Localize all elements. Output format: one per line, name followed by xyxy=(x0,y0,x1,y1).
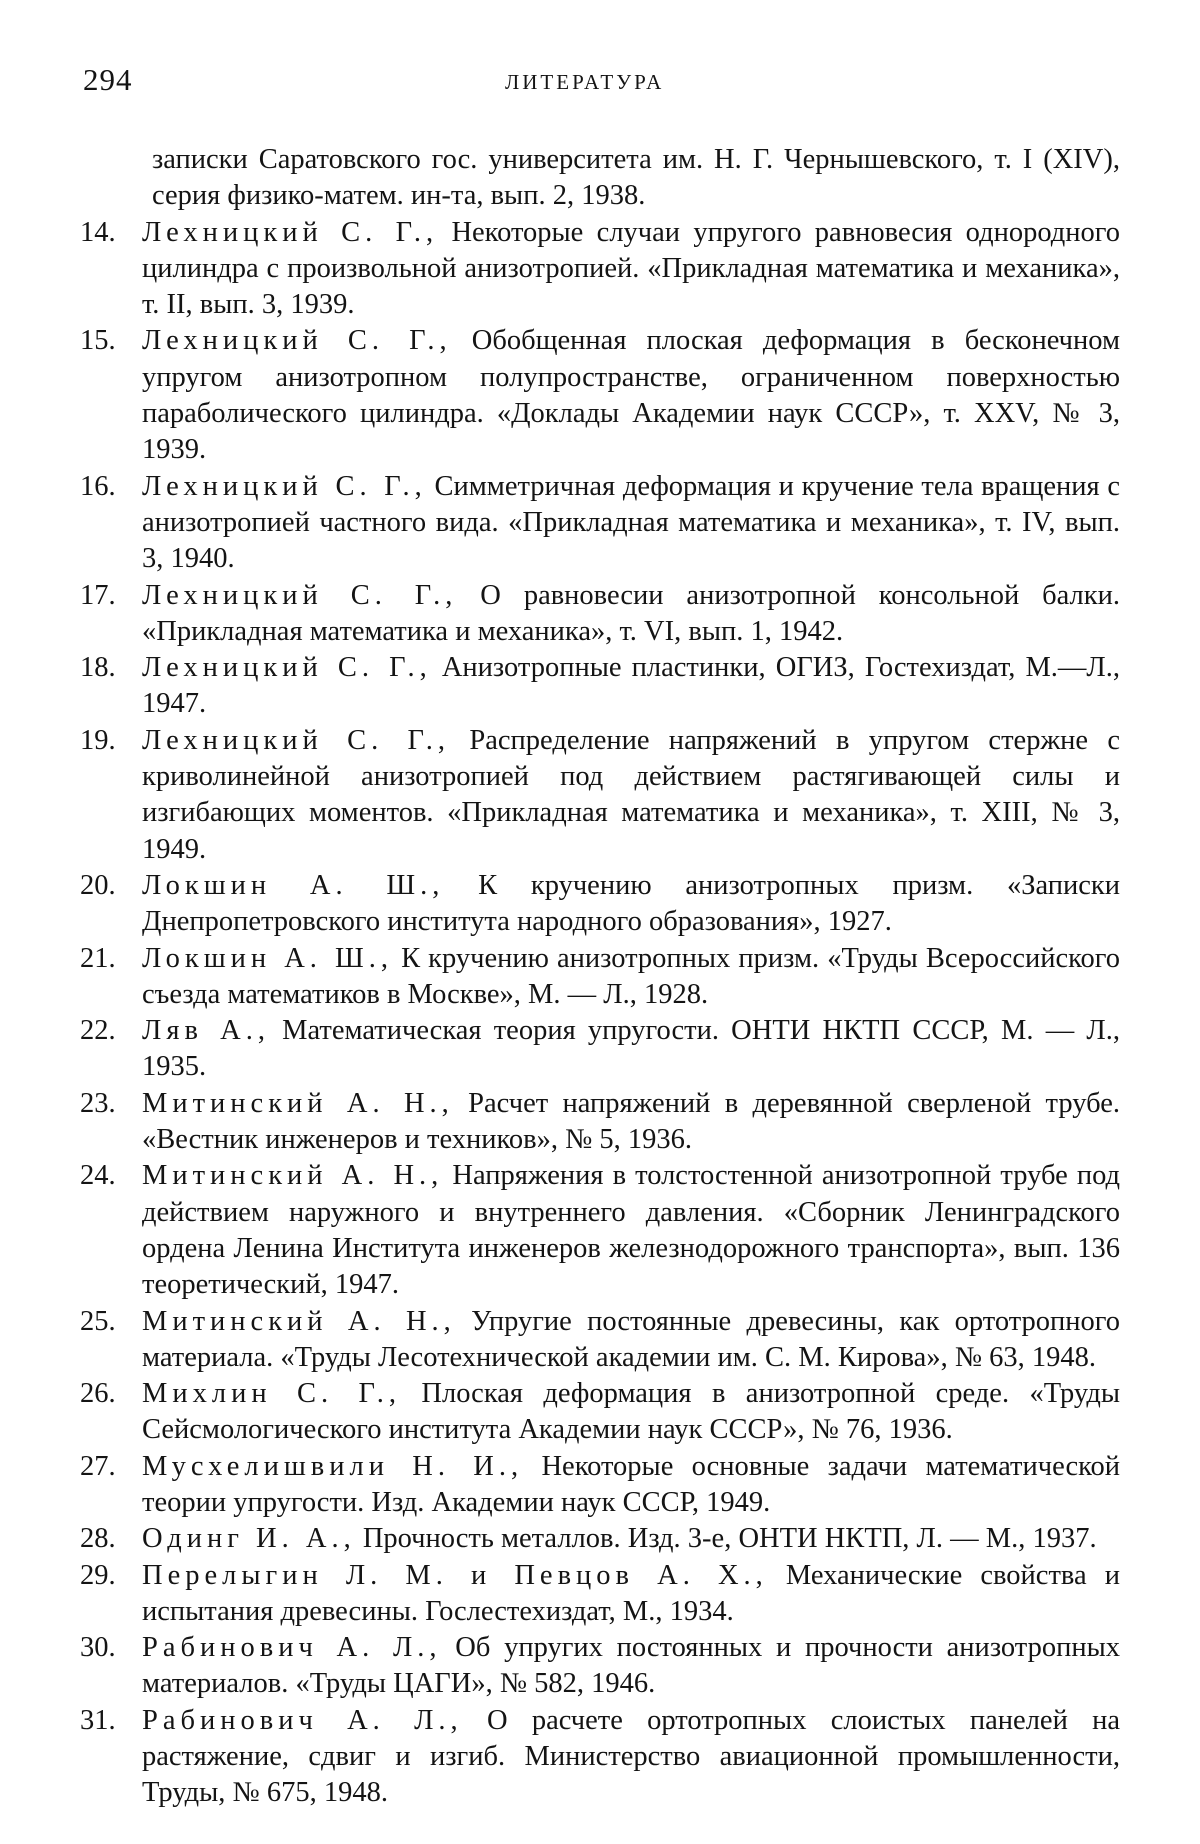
reference-text: Симметричная деформация и кручение тела вращения с анизотропией частного вида. «Прикладная математика и механика», т. IV, вып. 3, 1940. xyxy=(142,470,1120,575)
reference-entry xyxy=(80,1630,1120,1703)
reference-entry xyxy=(80,868,1120,941)
reference-author: Митинский А. Н., xyxy=(142,1305,456,1337)
reference-number: 20. xyxy=(80,869,116,901)
reference-number: 27. xyxy=(80,1450,116,1482)
reference-author: Лехницкий С. Г., xyxy=(142,579,458,611)
reference-text: Расчет напряжений в деревянной сверленой трубе. «Вестник инженеров и техников», № 5, 1936. xyxy=(142,1087,1121,1156)
reference-entry xyxy=(80,1086,1120,1159)
reference-entry xyxy=(80,1521,1120,1557)
reference-number: 18. xyxy=(80,652,116,684)
reference-entry xyxy=(80,1449,1120,1522)
reference-author: Лехницкий С. Г., xyxy=(142,652,432,684)
reference-text: Математическая теория упругости. ОНТИ НКТП СССР, М. — Л., 1935. xyxy=(142,1015,1120,1083)
reference-entry xyxy=(80,1703,1120,1812)
reference-author: Михлин С. Г., xyxy=(142,1378,402,1410)
reference-author: Рабинович А. Л., xyxy=(142,1704,463,1736)
reference-number: 29. xyxy=(80,1559,116,1591)
reference-author: Перелыгин Л. М. и Певцов А. Х., xyxy=(142,1559,768,1591)
reference-number: 17. xyxy=(80,579,116,611)
reference-author: Митинский А. Н., xyxy=(142,1087,454,1119)
reference-number: 24. xyxy=(80,1160,116,1192)
reference-text: Некоторые основные задачи математической теории упругости. Изд. Академии наук СССР, 1949. xyxy=(142,1450,1120,1518)
reference-number: 15. xyxy=(80,325,116,357)
reference-entry xyxy=(80,1376,1120,1449)
reference-entry xyxy=(80,1558,1120,1631)
reference-text: Напряжения в толстостенной анизотропной трубе под действием наружного и внутреннего давления. «Сборник Ленинградского ордена Ленина Института инженеров железнодорожного транспорта», вып. 136 теоретический, 1947. xyxy=(142,1160,1121,1301)
reference-author: Локшин А. Ш., xyxy=(142,942,394,974)
reference-number: 26. xyxy=(80,1378,116,1410)
reference-text: Об упругих постоянных и прочности анизотропных материалов. «Труды ЦАГИ», № 582, 1946. xyxy=(142,1632,1120,1700)
reference-author: Лехницкий С. Г., xyxy=(142,470,427,502)
reference-entry xyxy=(80,1304,1120,1377)
reference-text: К кручению анизотропных призм. «Труды Всероссийского съезда математиков в Москве», М. — Л., 1928. xyxy=(142,942,1121,1010)
reference-author: Локшин А. Ш., xyxy=(142,869,445,901)
reference-author: Лехницкий С. Г., xyxy=(142,724,451,756)
reference-text: Некоторые случаи упругого равновесия однородного цилиндра с произвольной анизотропией. «Прикладная математика и механика», т. II, вып. 3, 1939. xyxy=(142,216,1121,321)
reference-entry xyxy=(80,323,1120,468)
reference-number: 31. xyxy=(80,1704,116,1736)
reference-entry xyxy=(80,215,1120,324)
reference-number: 30. xyxy=(80,1632,116,1664)
reference-entry xyxy=(80,650,1120,723)
reference-text: Прочность металлов. Изд. 3-е, ОНТИ НКТП, Л. — М., 1937. xyxy=(362,1523,1097,1555)
reference-author: Митинский А. Н., xyxy=(142,1160,444,1192)
reference-number: 16. xyxy=(80,470,116,502)
reference-author: Лехницкий С. Г., xyxy=(142,216,439,248)
reference-text: О расчете ортотропных слоистых панелей на растяжение, сдвиг и изгиб. Министерство авиационной промышленности, Труды, № 675, 1948. xyxy=(142,1704,1121,1809)
reference-entry xyxy=(80,1013,1120,1086)
reference-author: Рабинович А. Л., xyxy=(142,1632,442,1664)
page-number: 294 xyxy=(83,62,133,97)
reference-author: Одинг И. А., xyxy=(142,1523,356,1555)
reference-text: О равновесии анизотропной консольной балки. «Прикладная математика и механика», т. VI, вып. 1, 1942. xyxy=(142,579,1121,647)
reference-text: Анизотропные пластинки, ОГИЗ, Гостехиздат, М.—Л., 1947. xyxy=(142,652,1121,720)
running-head: ЛИТЕРАТУРА xyxy=(505,70,665,94)
reference-number: 28. xyxy=(80,1523,116,1555)
reference-author: Мусхелишвили Н. И., xyxy=(142,1450,524,1482)
reference-text: К кручению анизотропных призм. «Записки Днепропетровского института народного образования», 1927. xyxy=(142,869,1121,938)
reference-author: Лехницкий С. Г., xyxy=(142,325,452,357)
reference-number: 22. xyxy=(80,1015,116,1047)
reference-continuation: записки Саратовского гос. университета им. Н. Г. Чернышевского, т. I (XIV), серия физико-матем. ин-та, вып. 2, 1938. xyxy=(152,144,1120,212)
reference-number: 19. xyxy=(80,724,116,756)
reference-text: Обобщенная плоская деформация в бесконечном упругом анизотропном полупространстве, ограниченном поверхностью параболического цилиндра. «Доклады Академии наук СССР», т. XXV, № 3, 1939. xyxy=(142,325,1120,466)
reference-number: 25. xyxy=(80,1305,116,1337)
reference-entry xyxy=(80,469,1120,578)
reference-number: 23. xyxy=(80,1087,116,1119)
reference-number: 21. xyxy=(80,942,116,974)
reference-entry xyxy=(80,941,1120,1014)
reference-author: Ляв А., xyxy=(142,1015,270,1047)
reference-entry xyxy=(80,578,1120,651)
reference-entry xyxy=(80,723,1120,868)
reference-text: Плоская деформация в анизотропной среде. «Труды Сейсмологического института Академии наук СССР», № 76, 1936. xyxy=(142,1378,1121,1446)
reference-list xyxy=(80,142,1120,1812)
reference-text: Упругие постоянные древесины, как ортотропного материала. «Труды Лесотехнической академии им. С. М. Кирова», № 63, 1948. xyxy=(142,1305,1121,1373)
reference-entry xyxy=(80,1158,1120,1303)
reference-number: 14. xyxy=(80,216,116,248)
reference-text: Механические свойства и испытания древесины. Гослестехиздат, М., 1934. xyxy=(142,1559,1121,1627)
reference-text: Распределение напряжений в упругом стержне с криволинейной анизотропией под действием растягивающей силы и изгибающих моментов. «Прикладная математика и механика», т. XIII, № 3, 1949. xyxy=(142,724,1121,865)
